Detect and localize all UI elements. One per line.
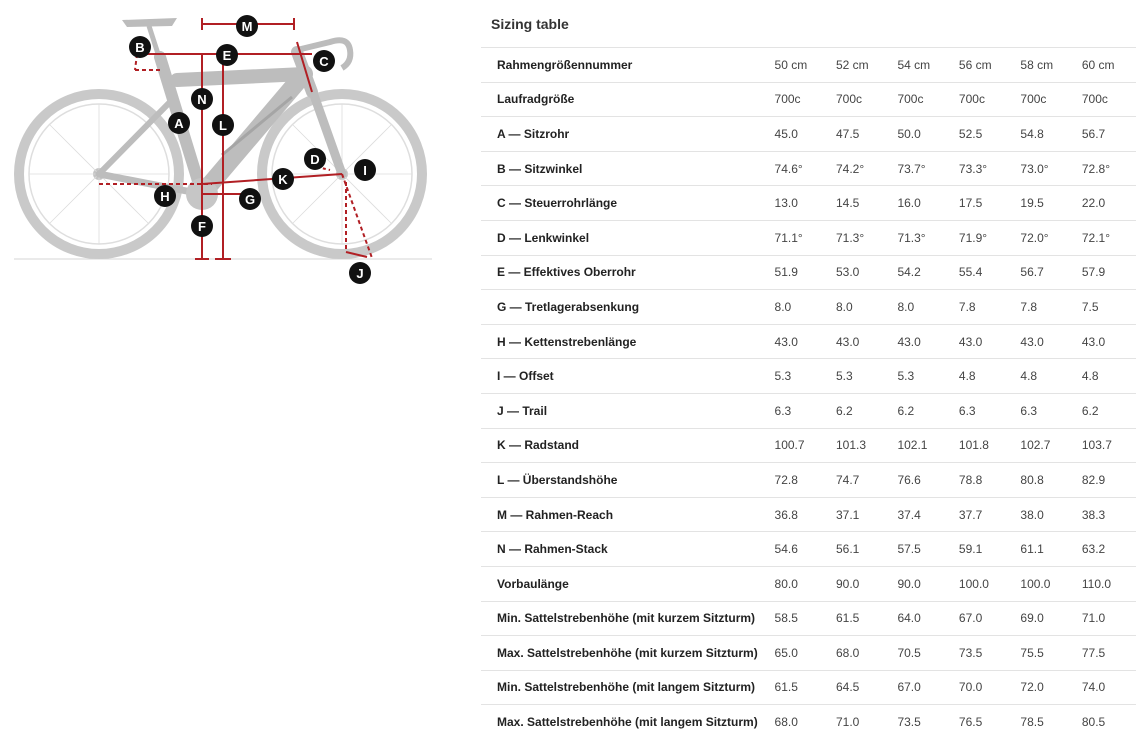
table-cell: 700c (836, 82, 897, 117)
table-cell: 700c (897, 82, 958, 117)
table-cell: 7.8 (959, 290, 1020, 325)
svg-text:H: H (160, 189, 169, 204)
svg-text:C: C (319, 54, 329, 69)
bike-geometry-svg (12, 12, 437, 297)
svg-text:M: M (242, 19, 253, 34)
table-cell: 16.0 (897, 186, 958, 221)
marker-f (191, 215, 213, 237)
table-cell: 700c (1082, 82, 1136, 117)
table-cell: 53.0 (836, 255, 897, 290)
table-row (481, 82, 1136, 117)
row-label: K — Radstand (481, 428, 775, 463)
table-cell: 54 cm (897, 48, 958, 83)
table-cell: 43.0 (1082, 324, 1136, 359)
table-cell: 61.5 (836, 601, 897, 636)
table-cell: 4.8 (1082, 359, 1136, 394)
table-cell: 71.0 (836, 705, 897, 739)
table-cell: 43.0 (836, 324, 897, 359)
table-row (481, 220, 1136, 255)
table-cell: 74.0 (1082, 670, 1136, 705)
table-cell: 101.3 (836, 428, 897, 463)
svg-text:B: B (135, 40, 144, 55)
table-cell: 76.5 (959, 705, 1020, 739)
table-cell: 78.5 (1020, 705, 1081, 739)
table-cell: 19.5 (1020, 186, 1081, 221)
table-cell: 68.0 (836, 636, 897, 671)
table-row (481, 532, 1136, 567)
table-row (481, 393, 1136, 428)
table-cell: 43.0 (775, 324, 836, 359)
table-cell: 7.8 (1020, 290, 1081, 325)
table-cell: 102.1 (897, 428, 958, 463)
table-cell: 72.8 (775, 463, 836, 498)
svg-text:K: K (278, 172, 288, 187)
sizing-table (481, 47, 1136, 739)
table-cell: 57.5 (897, 532, 958, 567)
table-cell: 60 cm (1082, 48, 1136, 83)
table-cell: 6.3 (1020, 393, 1081, 428)
svg-text:J: J (356, 266, 363, 281)
table-cell: 80.8 (1020, 463, 1081, 498)
table-row (481, 705, 1136, 739)
marker-i (354, 159, 376, 181)
table-cell: 80.5 (1082, 705, 1136, 739)
table-cell: 54.8 (1020, 117, 1081, 152)
row-label: Max. Sattelstrebenhöhe (mit langem Sitzturm) (481, 705, 775, 739)
marker-c (313, 50, 335, 72)
table-row (481, 290, 1136, 325)
table-cell: 77.5 (1082, 636, 1136, 671)
table-cell: 7.5 (1082, 290, 1136, 325)
marker-e (216, 44, 238, 66)
table-cell: 75.5 (1020, 636, 1081, 671)
table-cell: 102.7 (1020, 428, 1081, 463)
table-cell: 71.3° (836, 220, 897, 255)
row-label: J — Trail (481, 393, 775, 428)
table-cell: 50.0 (897, 117, 958, 152)
table-cell: 100.7 (775, 428, 836, 463)
table-row (481, 463, 1136, 498)
table-cell: 64.5 (836, 670, 897, 705)
svg-text:D: D (310, 152, 319, 167)
table-cell: 700c (959, 82, 1020, 117)
table-cell: 65.0 (775, 636, 836, 671)
table-cell: 6.2 (897, 393, 958, 428)
table-cell: 4.8 (1020, 359, 1081, 394)
row-label: E — Effektives Oberrohr (481, 255, 775, 290)
table-cell: 73.5 (959, 636, 1020, 671)
table-cell: 8.0 (897, 290, 958, 325)
marker-n (191, 88, 213, 110)
table-cell: 82.9 (1082, 463, 1136, 498)
row-label: N — Rahmen-Stack (481, 532, 775, 567)
table-cell: 76.6 (897, 463, 958, 498)
table-cell: 90.0 (897, 566, 958, 601)
table-cell: 54.2 (897, 255, 958, 290)
marker-l (212, 114, 234, 136)
table-row (481, 497, 1136, 532)
table-row (481, 566, 1136, 601)
table-cell: 71.3° (897, 220, 958, 255)
svg-text:N: N (197, 92, 206, 107)
marker-k (272, 168, 294, 190)
table-cell: 22.0 (1082, 186, 1136, 221)
table-cell: 100.0 (1020, 566, 1081, 601)
sizing-title: Sizing table (491, 16, 1136, 47)
table-cell: 67.0 (897, 670, 958, 705)
svg-text:F: F (198, 219, 206, 234)
table-cell: 56 cm (959, 48, 1020, 83)
table-cell: 72.0 (1020, 670, 1081, 705)
row-label: M — Rahmen-Reach (481, 497, 775, 532)
table-cell: 73.7° (897, 151, 958, 186)
table-cell: 54.6 (775, 532, 836, 567)
table-cell: 63.2 (1082, 532, 1136, 567)
table-cell: 64.0 (897, 601, 958, 636)
table-cell: 72.8° (1082, 151, 1136, 186)
table-cell: 56.7 (1082, 117, 1136, 152)
table-cell: 37.4 (897, 497, 958, 532)
row-label: G — Tretlagerabsenkung (481, 290, 775, 325)
table-cell: 69.0 (1020, 601, 1081, 636)
table-cell: 6.2 (836, 393, 897, 428)
row-label: B — Sitzwinkel (481, 151, 775, 186)
table-cell: 58 cm (1020, 48, 1081, 83)
table-cell: 71.0 (1082, 601, 1136, 636)
table-cell: 71.9° (959, 220, 1020, 255)
svg-text:A: A (174, 116, 184, 131)
table-row (481, 670, 1136, 705)
table-cell: 14.5 (836, 186, 897, 221)
table-cell: 70.0 (959, 670, 1020, 705)
marker-m (236, 15, 258, 37)
table-cell: 8.0 (775, 290, 836, 325)
table-cell: 67.0 (959, 601, 1020, 636)
marker-g (239, 188, 261, 210)
table-cell: 43.0 (1020, 324, 1081, 359)
table-row (481, 324, 1136, 359)
table-cell: 43.0 (897, 324, 958, 359)
table-cell: 78.8 (959, 463, 1020, 498)
table-cell: 8.0 (836, 290, 897, 325)
row-label: A — Sitzrohr (481, 117, 775, 152)
svg-text:I: I (363, 163, 367, 178)
table-cell: 13.0 (775, 186, 836, 221)
table-cell: 5.3 (836, 359, 897, 394)
svg-text:E: E (223, 48, 232, 63)
table-cell: 74.6° (775, 151, 836, 186)
table-row (481, 601, 1136, 636)
table-cell: 5.3 (775, 359, 836, 394)
table-cell: 55.4 (959, 255, 1020, 290)
table-cell: 61.1 (1020, 532, 1081, 567)
table-cell: 38.0 (1020, 497, 1081, 532)
table-cell: 6.3 (959, 393, 1020, 428)
table-cell: 73.3° (959, 151, 1020, 186)
sizing-section (481, 0, 1136, 739)
table-row (481, 186, 1136, 221)
table-cell: 73.0° (1020, 151, 1081, 186)
table-row (481, 48, 1136, 83)
row-label: D — Lenkwinkel (481, 220, 775, 255)
row-label: L — Überstandshöhe (481, 463, 775, 498)
table-cell: 50 cm (775, 48, 836, 83)
table-cell: 72.1° (1082, 220, 1136, 255)
table-cell: 37.7 (959, 497, 1020, 532)
table-cell: 71.1° (775, 220, 836, 255)
row-label: H — Kettenstrebenlänge (481, 324, 775, 359)
table-cell: 700c (1020, 82, 1081, 117)
table-cell: 72.0° (1020, 220, 1081, 255)
table-cell: 73.5 (897, 705, 958, 739)
table-cell: 110.0 (1082, 566, 1136, 601)
table-cell: 61.5 (775, 670, 836, 705)
marker-d (304, 148, 326, 170)
table-cell: 6.2 (1082, 393, 1136, 428)
table-cell: 36.8 (775, 497, 836, 532)
marker-h (154, 185, 176, 207)
table-cell: 80.0 (775, 566, 836, 601)
table-cell: 52.5 (959, 117, 1020, 152)
bike-geometry-diagram (12, 12, 437, 297)
table-cell: 52 cm (836, 48, 897, 83)
saddle (122, 18, 177, 27)
row-label: Vorbaulänge (481, 566, 775, 601)
table-cell: 47.5 (836, 117, 897, 152)
table-cell: 17.5 (959, 186, 1020, 221)
row-label: Max. Sattelstrebenhöhe (mit kurzem Sitzturm) (481, 636, 775, 671)
table-cell: 68.0 (775, 705, 836, 739)
svg-text:L: L (219, 118, 227, 133)
row-label: I — Offset (481, 359, 775, 394)
sizing-table-body (481, 48, 1136, 739)
table-row (481, 255, 1136, 290)
table-cell: 38.3 (1082, 497, 1136, 532)
row-label: Min. Sattelstrebenhöhe (mit kurzem Sitzturm) (481, 601, 775, 636)
table-cell: 74.2° (836, 151, 897, 186)
table-cell: 59.1 (959, 532, 1020, 567)
table-cell: 103.7 (1082, 428, 1136, 463)
table-cell: 6.3 (775, 393, 836, 428)
marker-b (129, 36, 151, 58)
table-row (481, 428, 1136, 463)
table-cell: 90.0 (836, 566, 897, 601)
table-cell: 70.5 (897, 636, 958, 671)
table-cell: 58.5 (775, 601, 836, 636)
svg-text:G: G (245, 192, 255, 207)
table-cell: 37.1 (836, 497, 897, 532)
table-cell: 51.9 (775, 255, 836, 290)
table-row (481, 636, 1136, 671)
table-cell: 101.8 (959, 428, 1020, 463)
row-label: Rahmengrößennummer (481, 48, 775, 83)
table-cell: 4.8 (959, 359, 1020, 394)
row-label: Laufradgröße (481, 82, 775, 117)
table-row (481, 151, 1136, 186)
table-cell: 5.3 (897, 359, 958, 394)
table-cell: 57.9 (1082, 255, 1136, 290)
table-row (481, 359, 1136, 394)
table-cell: 45.0 (775, 117, 836, 152)
marker-j (349, 262, 371, 284)
table-cell: 43.0 (959, 324, 1020, 359)
marker-a (168, 112, 190, 134)
table-cell: 56.7 (1020, 255, 1081, 290)
table-cell: 56.1 (836, 532, 897, 567)
row-label: C — Steuerrohrlänge (481, 186, 775, 221)
table-row (481, 117, 1136, 152)
row-label: Min. Sattelstrebenhöhe (mit langem Sitzturm) (481, 670, 775, 705)
table-cell: 74.7 (836, 463, 897, 498)
table-cell: 100.0 (959, 566, 1020, 601)
table-cell: 700c (775, 82, 836, 117)
